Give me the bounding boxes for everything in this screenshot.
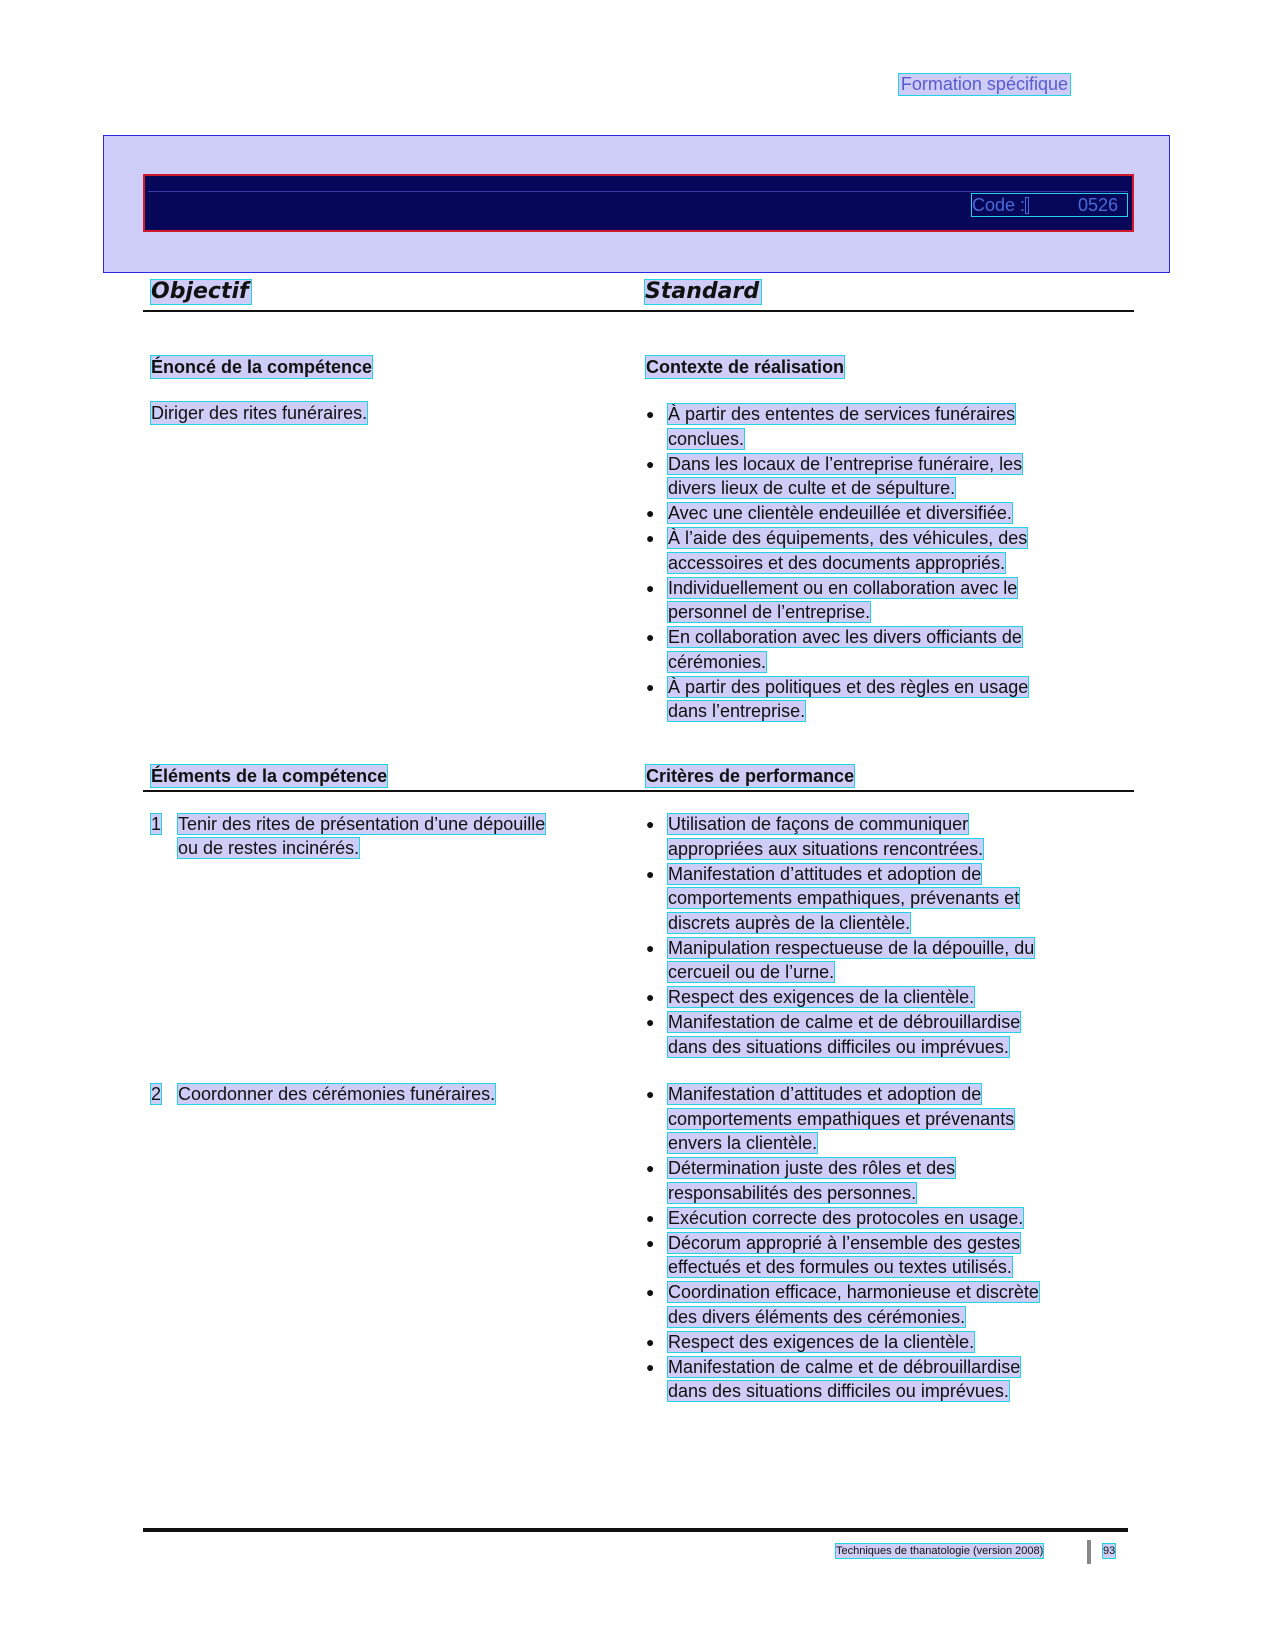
bullet-icon: ●	[646, 816, 655, 832]
element-number: 1	[151, 814, 162, 834]
criteria-item	[646, 501, 1098, 526]
item-text-line: Individuellement ou en collaboration avec le	[668, 577, 1018, 598]
item-text-line: Manifestation de calme et de débrouillardise	[668, 1012, 1021, 1032]
item-text-line: Respect des exigences de la clientèle.	[668, 1331, 975, 1352]
item-text-line: des divers éléments des cérémonies.	[668, 1306, 966, 1327]
item-text-line: cérémonies.	[668, 651, 767, 672]
code-value: 0526	[1078, 195, 1119, 215]
bullet-icon: ●	[646, 939, 655, 956]
criteria-item	[646, 1156, 1098, 1205]
objective-title: Objectif	[151, 279, 249, 304]
item-text-line: Détermination juste des rôles et des	[668, 1158, 956, 1178]
standard-title: Standard	[645, 279, 760, 304]
statement-heading: Énoncé de la compétence	[151, 357, 373, 377]
item-text-line: Manifestation de calme et de débrouillardise	[668, 1356, 1021, 1377]
page-number: 93	[1103, 1545, 1116, 1557]
element-text-line: Tenir des rites de présentation d’une dépouille	[178, 814, 546, 834]
criteria-heading: Critères de performance	[646, 766, 855, 786]
bullet-icon: ●	[646, 505, 655, 521]
item-text-line: divers lieux de culte et de sépulture.	[668, 478, 956, 498]
criteria-item	[646, 1280, 1098, 1329]
criteria-item	[646, 1082, 1098, 1156]
item-text-line: À partir des politiques et des règles en usage	[668, 676, 1029, 697]
item-text-line: dans l’entreprise.	[668, 701, 806, 721]
footer-rule	[143, 1528, 1128, 1532]
item-text-line: Dans les locaux de l’entreprise funéraire, les	[668, 453, 1023, 474]
item-text-line: effectués et des formules ou textes utilisés.	[668, 1257, 1012, 1277]
item-text-line: Manipulation respectueuse de la dépouille, du	[668, 937, 1035, 958]
element-text-line: Coordonner des cérémonies funéraires.	[178, 1084, 496, 1104]
item-text-line: comportements empathiques, prévenants et	[668, 888, 1020, 908]
criteria-item	[646, 576, 1098, 625]
item-text-line: En collaboration avec les divers officiants de	[668, 627, 1022, 647]
bullet-icon: ●	[646, 1284, 655, 1300]
bullet-icon: ●	[646, 678, 655, 695]
item-text-line: À partir des ententes de services funéraires	[668, 404, 1016, 424]
element-number: 2	[151, 1084, 162, 1104]
criteria-item	[646, 526, 1098, 575]
bullet-icon: ●	[646, 1333, 655, 1350]
program-section-label: Formation spécifique	[900, 74, 1068, 94]
item-text-line: Manifestation d’attitudes et adoption de	[668, 863, 982, 884]
item-text-line: discrets auprès de la clientèle.	[668, 912, 911, 933]
item-text-line: envers la clientèle.	[668, 1133, 818, 1153]
criteria-item	[646, 452, 1098, 501]
item-text-line: Avec une clientèle endeuillée et diversifiée.	[668, 503, 1012, 523]
item-text-line: personnel de l’entreprise.	[668, 602, 871, 622]
item-text-line: comportements empathiques et prévenants	[668, 1108, 1015, 1129]
item-text-line: Coordination efficace, harmonieuse et discrète	[668, 1282, 1039, 1302]
criteria-item	[646, 402, 1098, 451]
bullet-icon: ●	[646, 1014, 655, 1030]
code-separator	[1025, 197, 1029, 214]
footer-divider	[1087, 1540, 1091, 1564]
item-text-line: Manifestation d’attitudes et adoption de	[668, 1084, 982, 1104]
criteria-item	[646, 936, 1098, 985]
item-text-line: accessoires et des documents appropriés.	[668, 552, 1006, 573]
criteria-item	[646, 1355, 1098, 1404]
banner-divider	[148, 191, 1128, 192]
criteria-item	[646, 625, 1098, 674]
bullet-icon: ●	[646, 530, 655, 546]
elements-heading: Éléments de la compétence	[151, 766, 388, 786]
item-text-line: cercueil ou de l’urne.	[668, 962, 835, 982]
item-text-line: Utilisation de façons de communiquer	[668, 814, 969, 834]
criteria-item	[646, 985, 1098, 1010]
item-text-line: dans des situations difficiles ou imprévues.	[668, 1036, 1009, 1057]
item-text-line: dans des situations difficiles ou imprévues.	[668, 1381, 1009, 1401]
elements-rule	[143, 790, 1134, 792]
item-text-line: À l’aide des équipements, des véhicules, des	[668, 528, 1028, 548]
title-rule	[143, 310, 1134, 312]
bullet-icon: ●	[646, 1160, 655, 1176]
bullet-icon: ●	[646, 579, 655, 596]
item-text-line: appropriées aux situations rencontrées.	[668, 838, 984, 859]
bullet-icon: ●	[646, 1209, 655, 1226]
item-text-line: Respect des exigences de la clientèle.	[668, 987, 975, 1007]
item-text-line: Décorum approprié à l’ensemble des gestes	[668, 1232, 1021, 1253]
bullet-icon: ●	[646, 1234, 655, 1251]
item-text-line: Exécution correcte des protocoles en usage.	[668, 1207, 1024, 1228]
criteria-item	[646, 1231, 1098, 1280]
competency-statement: Diriger des rites funéraires.	[151, 403, 368, 423]
competency-element	[151, 1082, 651, 1106]
item-text-line: responsabilités des personnes.	[668, 1182, 917, 1203]
context-heading: Contexte de réalisation	[646, 357, 845, 377]
footer-program: Techniques de thanatologie (version 2008)	[836, 1545, 1044, 1557]
criteria-item	[646, 1206, 1098, 1231]
item-text-line: conclues.	[668, 428, 745, 449]
element-text-line: ou de restes incinérés.	[178, 838, 360, 858]
bullet-icon: ●	[646, 989, 655, 1005]
bullet-icon: ●	[646, 1358, 655, 1375]
bullet-icon: ●	[646, 455, 655, 472]
criteria-item	[646, 862, 1098, 936]
criteria-item	[646, 675, 1098, 724]
bullet-icon: ●	[646, 406, 655, 422]
bullet-icon: ●	[646, 865, 655, 882]
code-label: Code :	[972, 195, 1026, 215]
competency-element	[151, 812, 651, 860]
bullet-icon: ●	[646, 629, 655, 645]
criteria-item	[646, 1330, 1098, 1355]
criteria-item	[646, 1010, 1098, 1059]
criteria-item	[646, 812, 1098, 861]
bullet-icon: ●	[646, 1086, 655, 1102]
